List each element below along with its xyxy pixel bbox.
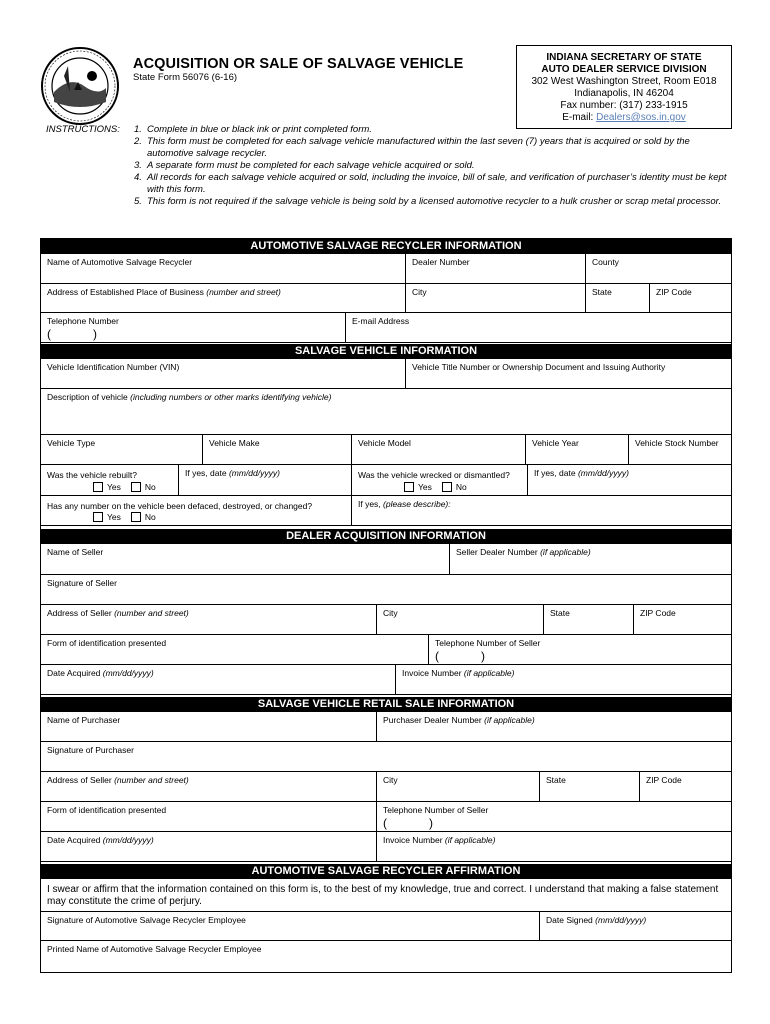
recycler-telephone-field[interactable]: Telephone Number ( ): [41, 313, 346, 343]
seller-id-form-field[interactable]: Form of identification presented: [41, 635, 429, 665]
rebuilt-question: Was the vehicle rebuilt?: [41, 465, 179, 496]
affirmation-text: I swear or affirm that the information contained on this form is, to the best of my knowledge, true and correct. I understand that making a false statement may constitute the crime of perjury.: [47, 884, 719, 907]
vin-field[interactable]: Vehicle Identification Number (VIN): [41, 359, 406, 389]
seller-invoice-number-field[interactable]: Invoice Number (if applicable): [396, 665, 731, 695]
date-acquired-field[interactable]: Date Acquired (mm/dd/yyyy): [41, 665, 396, 695]
section-header-dealer: DEALER ACQUISITION INFORMATION: [41, 529, 731, 544]
purchaser-telephone-field[interactable]: Telephone Number of Seller ( ): [377, 802, 731, 832]
employee-signature-field[interactable]: Signature of Automotive Salvage Recycler Employee: [41, 911, 540, 941]
office-contact-box: [516, 45, 732, 129]
office-city: Indianapolis, IN 46204: [574, 88, 674, 99]
form-title: ACQUISITION OR SALE OF SALVAGE VEHICLE: [133, 56, 464, 72]
rebuilt-no-checkbox[interactable]: [131, 482, 141, 492]
salvage-form: [40, 238, 732, 973]
section-header-recycler: AUTOMOTIVE SALVAGE RECYCLER INFORMATION: [41, 239, 731, 254]
email-label: E-mail:: [562, 112, 597, 123]
instructions-list: [134, 124, 734, 208]
date-signed-field[interactable]: Date Signed (mm/dd/yyyy): [540, 911, 731, 941]
purchaser-zip-field[interactable]: ZIP Code: [640, 772, 731, 802]
recycler-state-field[interactable]: State: [586, 284, 650, 313]
employee-printed-name-field[interactable]: Printed Name of Automotive Salvage Recycler Employee: [47, 944, 262, 954]
retail-invoice-number-field[interactable]: Invoice Number (if applicable): [377, 832, 731, 862]
purchaser-dealer-number-field[interactable]: Purchaser Dealer Number (if applicable): [377, 712, 731, 742]
instruction-item: 3. A separate form must be completed for each salvage vehicle acquired or sold.: [134, 160, 475, 171]
rebuilt-date-field[interactable]: If yes, date (mm/dd/yyyy): [179, 465, 352, 496]
section-header-vehicle: SALVAGE VEHICLE INFORMATION: [41, 344, 731, 359]
seller-dealer-number-field[interactable]: Seller Dealer Number (if applicable): [450, 544, 731, 575]
seller-telephone-field[interactable]: Telephone Number of Seller ( ): [429, 635, 731, 665]
section-header-affirmation: AUTOMOTIVE SALVAGE RECYCLER AFFIRMATION: [41, 864, 731, 879]
office-address: 302 West Washington Street, Room E018: [531, 76, 717, 87]
seller-name-field[interactable]: Name of Seller: [41, 544, 450, 575]
wrecked-date-field[interactable]: If yes, date (mm/dd/yyyy): [528, 465, 731, 496]
seller-state-field[interactable]: State: [544, 605, 634, 635]
recycler-address-field[interactable]: Address of Established Place of Business (number and street): [41, 284, 406, 313]
form-number: State Form 56076 (6-16): [133, 72, 238, 83]
vehicle-make-field[interactable]: Vehicle Make: [203, 435, 352, 465]
recycler-county-field[interactable]: County: [586, 254, 731, 284]
indiana-state-seal-icon: [40, 46, 120, 126]
purchaser-signature-field[interactable]: Signature of Purchaser: [41, 742, 731, 772]
instruction-item: 4. All records for each salvage vehicle acquired or sold, including the invoice, bill of sale, and verification of purchaser’s identity must be kept with this form.: [134, 172, 727, 195]
recycler-email-field[interactable]: E-mail Address: [346, 313, 731, 343]
email-link[interactable]: Dealers@sos.in.gov: [596, 112, 686, 123]
seller-city-field[interactable]: City: [377, 605, 544, 635]
vehicle-year-field[interactable]: Vehicle Year: [526, 435, 629, 465]
wrecked-checkboxes: Yes No: [404, 482, 467, 492]
vehicle-description-field[interactable]: Description of vehicle (including numbers or other marks identifying vehicle): [41, 389, 731, 435]
rebuilt-yes-checkbox[interactable]: [93, 482, 103, 492]
rebuilt-checkboxes: Yes No: [93, 482, 156, 492]
instruction-item: 1. Complete in blue or black ink or print completed form.: [134, 124, 372, 135]
seller-signature-field[interactable]: Signature of Seller: [41, 575, 731, 605]
purchaser-address-field[interactable]: Address of Seller (number and street): [41, 772, 377, 802]
recycler-name-field[interactable]: Name of Automotive Salvage Recycler: [41, 254, 406, 284]
office-email-line: [517, 112, 731, 124]
office-line-2: AUTO DEALER SERVICE DIVISION: [541, 64, 707, 75]
purchaser-id-form-field[interactable]: Form of identification presented: [41, 802, 377, 832]
seller-zip-field[interactable]: ZIP Code: [634, 605, 731, 635]
section-header-retail: SALVAGE VEHICLE RETAIL SALE INFORMATION: [41, 697, 731, 712]
wrecked-yes-checkbox[interactable]: [404, 482, 414, 492]
recycler-city-field[interactable]: City: [406, 284, 586, 313]
defaced-question: Has any number on the vehicle been defaced, destroyed, or changed?: [41, 496, 352, 526]
defaced-yes-checkbox[interactable]: [93, 512, 103, 522]
recycler-zip-field[interactable]: ZIP Code: [650, 284, 731, 313]
instruction-item: 2. This form must be completed for each salvage vehicle manufactured within the last seven (7) years that is acquired or sold by the automotive salvage recycler.: [134, 136, 690, 159]
retail-date-field[interactable]: Date Acquired (mm/dd/yyyy): [41, 832, 377, 862]
vehicle-model-field[interactable]: Vehicle Model: [352, 435, 526, 465]
purchaser-city-field[interactable]: City: [377, 772, 540, 802]
instruction-item: 5. This form is not required if the salvage vehicle is being sold by a licensed automotive recycler to a hulk crusher or scrap metal processor.: [134, 196, 722, 207]
office-fax: Fax number: (317) 233-1915: [560, 100, 688, 111]
vehicle-type-field[interactable]: Vehicle Type: [41, 435, 203, 465]
purchaser-name-field[interactable]: Name of Purchaser: [41, 712, 377, 742]
defaced-checkboxes: Yes No: [93, 512, 156, 522]
vehicle-stock-number-field[interactable]: Vehicle Stock Number: [629, 435, 731, 465]
defaced-no-checkbox[interactable]: [131, 512, 141, 522]
title-number-field[interactable]: Vehicle Title Number or Ownership Document and Issuing Authority: [406, 359, 731, 389]
office-line-1: INDIANA SECRETARY OF STATE: [546, 52, 702, 63]
seller-address-field[interactable]: Address of Seller (number and street): [41, 605, 377, 635]
instructions-label: INSTRUCTIONS:: [46, 124, 120, 135]
wrecked-question: Was the vehicle wrecked or dismantled?: [352, 465, 528, 496]
defaced-description-field[interactable]: If yes, (please describe):: [352, 496, 731, 526]
purchaser-state-field[interactable]: State: [540, 772, 640, 802]
recycler-dealer-number-field[interactable]: Dealer Number: [406, 254, 586, 284]
wrecked-no-checkbox[interactable]: [442, 482, 452, 492]
